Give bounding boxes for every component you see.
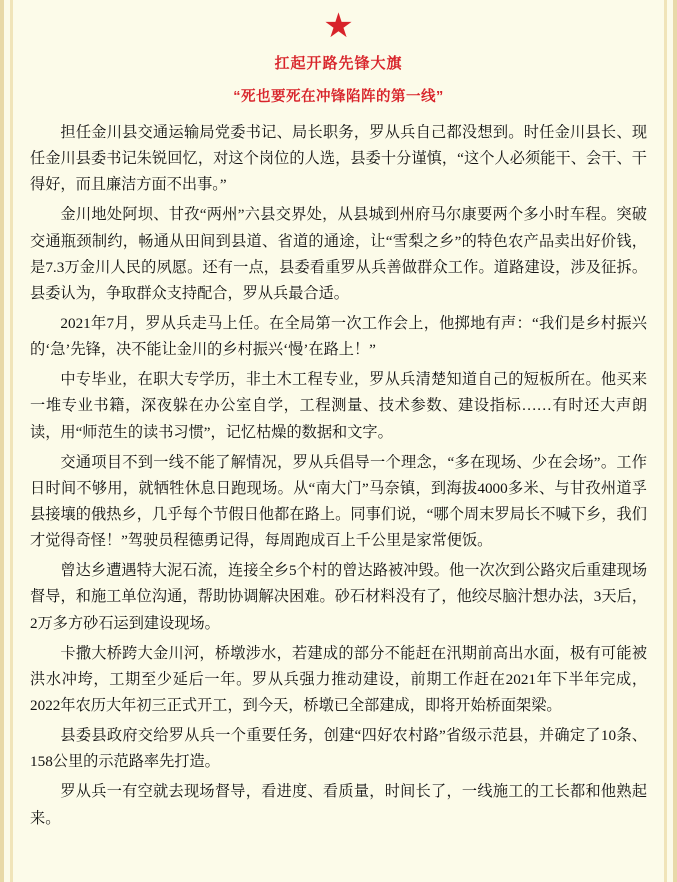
article-headline: 扛起开路先锋大旗 — [274, 55, 403, 72]
article-paragraph: 担任金川县交通运输局党委书记、局长职务，罗从兵自己都没想到。时任金川县长、现任金川县委书记朱锐回忆，对这个岗位的人选，县委十分谨慎，“这个人必须能干、会干、干得好，而且廉洁方面不出事。” — [30, 124, 647, 194]
article-paragraph: 罗从兵一有空就去现场督导，看进度、看质量，时间长了，一线施工的工长都和他熟起来。 — [30, 783, 647, 827]
article-paragraph: 2021年7月，罗从兵走马上任。在全局第一次工作会上，他掷地有声：“我们是乡村振兴的‘急’先锋，决不能让金川的乡村振兴‘慢’在路上！” — [30, 314, 647, 359]
article-paragraph: 卡撒大桥跨大金川河，桥墩涉水，若建成的部分不能赶在汛期前高出水面，极有可能被洪水冲垮，工期至少延后一年。罗从兵强力推动建设，前期工作赶在2021年下半年完成，2022年农历大年初三正式开工，到今天，桥墩已全部建成，即将开始桥面架梁。 — [30, 644, 647, 714]
article-body — [4, 120, 673, 832]
masthead-ornament — [4, 0, 673, 46]
article-paragraph: 曾达乡遭遇特大泥石流，连接全乡5个村的曾达路被冲毁。他一次次到公路灾后重建现场督导，和施工单位沟通，帮助协调解决困难。砂石材料没有了，他绞尽脑汁想办法，3天后，2万多方砂石运到建设现场。 — [30, 562, 647, 632]
article-paragraph: 中专毕业，在职大专学历，非土木工程专业，罗从兵清楚知道自己的短板所在。他买来一堆专业书籍，深夜躲在办公室自学，工程测量、技术参数、建设指标……有时还大声朗读，用“师范生的读书习惯”，记忆枯燥的数据和文字。 — [30, 371, 647, 441]
article-paragraph: 交通项目不到一线不能了解情况，罗从兵倡导一个理念，“多在现场、少在会场”。工作日时间不够用，就牺牲休息日跑现场。从“南大门”马奈镇，到海拔4000多米、与甘孜州道孚县接壤的俄热乡，几乎每个节假日他都在路上。同事们说，“哪个周末罗局长不喊下乡，我们才觉得奇怪！”驾驶员程德勇记得，每周跑成百上千公里是家常便饭。 — [30, 453, 647, 550]
article-paragraph: 县委县政府交给罗从兵一个重要任务，创建“四好农村路”省级示范县，并确定了10条、158公里的示范路率先打造。 — [30, 727, 647, 771]
article-subheadline: “死也要死在冲锋陷阵的第一线” — [233, 89, 444, 105]
page-right-rule — [664, 0, 667, 882]
article-paragraph: 金川地处阿坝、甘孜“两州”六县交界处，从县城到州府马尔康要两个多小时车程。突破交通瓶颈制约，畅通从田间到县道、省道的通途，让“雪梨之乡”的特色农产品卖出好价钱，是7.3万金川人民的夙愿。还有一点，县委看重罗从兵善做群众工作。道路建设，涉及征拆。县委认为，争取群众支持配合，罗从兵最合适。 — [30, 206, 647, 302]
page-left-rule — [10, 0, 13, 882]
red-star-icon: ★ — [323, 8, 354, 45]
